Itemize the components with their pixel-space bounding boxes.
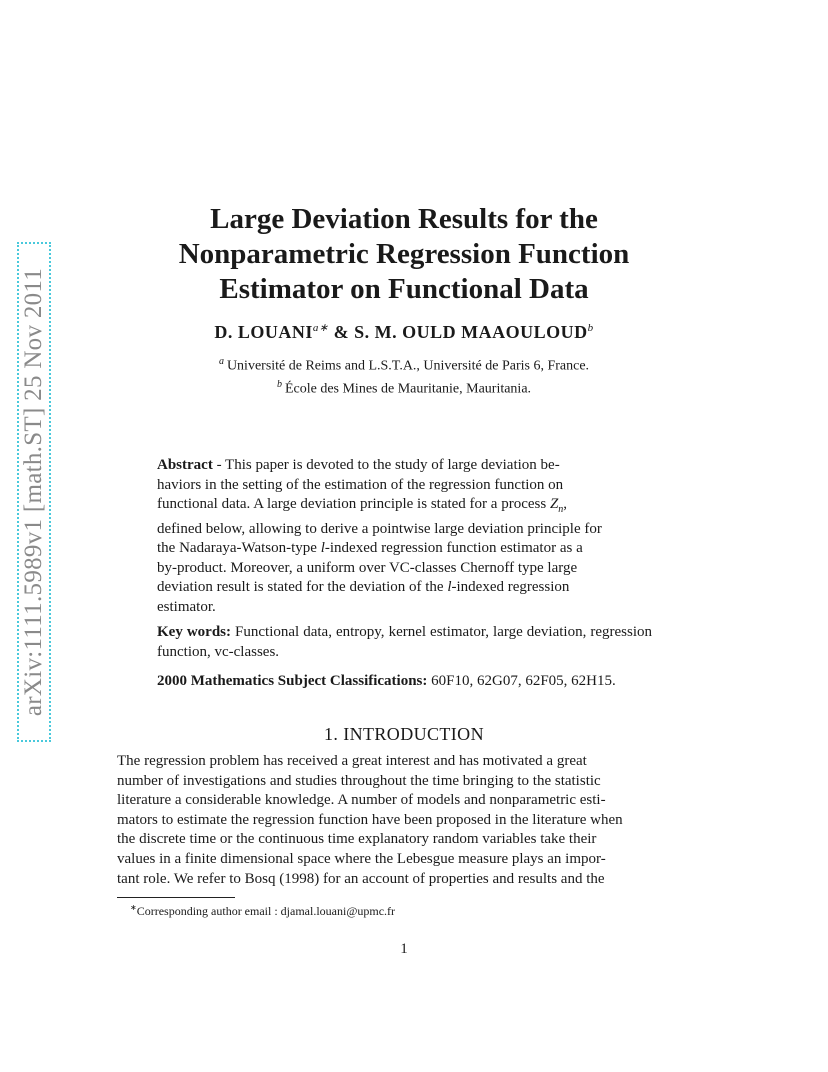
arxiv-stamp	[17, 242, 51, 742]
msc-text: 60F10, 62G07, 62F05, 62H15.	[427, 673, 616, 689]
affiliation-b	[120, 379, 688, 398]
abstract-line: Abstract - This paper is devoted to the study of large deviation be-	[157, 457, 560, 473]
section-heading: 1. INTRODUCTION	[324, 724, 484, 744]
arxiv-identifier: arXiv:1111.5989v1 [math.ST] 25 Nov 2011	[20, 267, 47, 717]
first-author: D. LOUANI	[214, 322, 313, 342]
page-number: 1	[400, 941, 408, 957]
abstract-line: estimator.	[157, 598, 216, 615]
body-line: literature a considerable knowledge. A number of models and nonparametric esti-	[117, 792, 606, 809]
affiliation-mark: b	[276, 379, 282, 390]
body-line: the discrete time or the continuous time explanatory random variables take their	[117, 831, 597, 848]
msc-classification	[157, 672, 652, 692]
affiliation-mark: a	[218, 356, 224, 367]
abstract-line: deviation result is stated for the deviation of the l-indexed regression	[157, 579, 570, 595]
footnote-mark: ∗	[130, 903, 137, 912]
abstract-line: haviors in the setting of the estimation of the regression function on	[157, 476, 564, 493]
first-author-mark: a∗	[312, 322, 329, 334]
msc-label: 2000 Mathematics Subject Classifications:	[157, 673, 428, 689]
title-line: Nonparametric Regression Function	[178, 238, 630, 270]
body-line: number of investigations and studies throughout the time bringing to the statistic	[117, 772, 601, 789]
body-line: The regression problem has received a great interest and has motivated a great	[117, 753, 587, 769]
abstract-line: by-product. Moreover, a uniform over VC-classes Chernoff type large	[157, 559, 578, 576]
intro-paragraph	[117, 752, 691, 889]
second-author-mark: b	[587, 322, 594, 334]
abstract-line: the Nadaraya-Watson-type l-indexed regression function estimator as a	[157, 540, 583, 556]
title-line: Estimator on Functional Data	[219, 273, 589, 305]
abstract-line: defined below, allowing to derive a pointwise large deviation principle for	[157, 520, 602, 537]
affiliation-a	[120, 356, 688, 375]
body-line: mators to estimate the regression function have been proposed in the literature when	[117, 811, 623, 828]
keywords	[157, 623, 652, 662]
author-list	[120, 321, 688, 343]
keywords-label: Key words:	[157, 624, 232, 640]
affiliation-text: Université de Reims and L.S.T.A., Université de Paris 6, France.	[226, 358, 590, 374]
abstract	[157, 456, 652, 617]
paper-title	[120, 202, 688, 307]
footnote-rule	[117, 897, 235, 898]
abstract-line: functional data. A large deviation principle is stated for a process $Z_n$,	[157, 496, 568, 515]
affiliation-text: École des Mines de Mauritanie, Mauritania.	[284, 381, 532, 397]
second-author: & S. M. OULD MAAOULOUD	[333, 322, 588, 342]
body-line: values in a finite dimensional space where the Lebesgue measure plays an impor-	[117, 850, 606, 867]
keywords-text: Functional data, entropy, kernel estimator, large deviation, regression function, vc-classes.	[157, 624, 652, 660]
body-line: tant role. We refer to Bosq (1998) for an account of properties and results and the	[117, 870, 605, 887]
abstract-label: Abstract	[157, 457, 213, 473]
footnote-text: Corresponding author email : djamal.louani@upmc.fr	[136, 904, 396, 918]
footnote	[130, 903, 395, 919]
title-line: Large Deviation Results for the	[210, 203, 598, 235]
